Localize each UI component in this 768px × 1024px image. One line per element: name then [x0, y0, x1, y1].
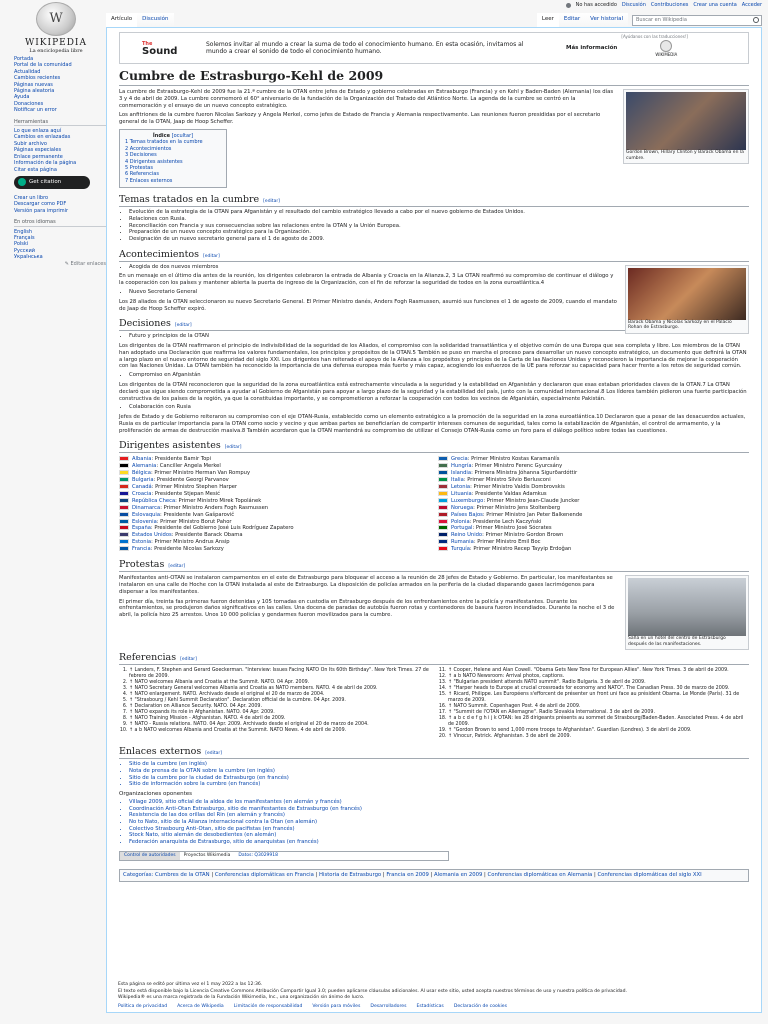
sidebar-tool-link[interactable]: Información de la página — [14, 160, 77, 167]
section-paragraph: Manifestantes anti-OTAN se instalaron campamentos en el este de Estrasburgo para bloquear el acceso a la reunión de 28 jefes de Estado y Gobierno. En particular, los manifestantes se instalaron en una calle de Hoche con la OTAN instalada al este de Estrasburgo. La disposición de policías armados en la periferia de la ciudad disparando gases lacrimógenos para dispersar a los manifestantes. — [119, 575, 613, 595]
external-links-list — [129, 761, 749, 788]
toc-item[interactable]: 5 Protestas — [125, 165, 153, 172]
leader-row — [438, 505, 749, 512]
sidebar-tool-link[interactable]: Páginas especiales — [14, 147, 62, 154]
leader-title: : Presidente Stjepan Mesić — [151, 490, 220, 497]
opponent-link[interactable]: • Federación anarquista de Estrasburgo, sitio de anarquistas (en francés) — [129, 839, 749, 846]
external-link[interactable]: • Sitio de información sobre la cumbre (en francés) — [129, 781, 749, 788]
category-link[interactable]: Alemania en 2009 — [434, 871, 483, 878]
flag-icon — [119, 456, 129, 461]
topic-item: • Designación de un nuevo secretario general para el 1 de agosto de 2009. — [129, 236, 749, 243]
reference-item: 5. ↑ "Strasbourg / Kehl Summit Declaration". Declaration official de la cumbre. 04 Apr. 2009. — [129, 698, 430, 704]
opponent-link[interactable]: • Stock Nato, sitio alemán de desobedientes (en alemán) — [129, 832, 749, 839]
references-list — [119, 668, 749, 740]
categories-box — [119, 869, 749, 882]
contributions-link[interactable]: Contribuciones — [650, 2, 689, 8]
leader-title: : Primer Ministro Emil Boc — [473, 539, 541, 546]
category-link[interactable]: Conferencias diplomáticas del siglo XXI — [597, 871, 702, 878]
leader-country[interactable]: Noruega — [451, 504, 474, 511]
leader-row — [438, 477, 749, 484]
section-paragraph: Los 28 aliados de la OTAN seleccionaron su nuevo Secretario General. El Primer Ministro danés, Anders Fogh Rasmussen, asumió sus funciones el 1 de agosto de 2009, cuando el mandato de Jaap de Hoop Scheffer expiró. — [119, 298, 617, 312]
sidebar-nav-link[interactable]: Portal de la comunidad — [14, 62, 72, 69]
sidebar-tools — [14, 119, 106, 189]
edit-links-link[interactable]: ✎ Editar enlaces — [64, 260, 106, 267]
create-account-link[interactable]: Crear una cuenta — [693, 2, 737, 8]
leader-country[interactable]: Francia — [132, 546, 151, 553]
wikipedia-logo[interactable] — [6, 2, 106, 52]
flag-icon — [119, 505, 129, 510]
authority-control — [119, 851, 449, 861]
toc-item[interactable]: 4 Dirigentes asistentes — [125, 158, 183, 165]
license-text: El texto está disponible bajo la Licencia Creative Commons Atribución Compartir Igual 3.0; pueden aplicarse cláusulas adicionales. Al usar este sitio, usted acepta nuestros términos de uso y nuestra política de privacidad. — [118, 988, 627, 994]
leader-country[interactable]: Reino Unido — [451, 532, 483, 539]
reference-item: 8. ↑ NATO Training Mission - Afghanistan. NATO. 4 de abril de 2009. — [129, 716, 430, 722]
toc-item[interactable]: 1 Temas tratados en la cumbre — [125, 139, 203, 146]
leader-title: : Primer Ministro Mirek Topolánek — [175, 497, 262, 504]
edit-section-link[interactable]: [editar] — [205, 751, 223, 757]
sidebar-language-link[interactable]: Русский — [14, 247, 35, 254]
flag-icon — [438, 470, 448, 475]
content — [106, 27, 762, 1013]
reference-item: 18. ↑ a b c d e f g h i j k OTAN: les 28 dirigeants présents au sommet de Strasbourg/Baden-Baden. Associated Press. 4 de abril de 2009. — [448, 716, 749, 728]
reference-item: 4. ↑ NATO enlargement. NATO. Archivado desde el original el 20 de marzo de 2004. — [129, 692, 430, 698]
topic-item: • Reconciliación con Francia y sus consecuencias sobre las relaciones entre la OTAN y la Unión Europea. — [129, 223, 749, 230]
section-title: Temas tratados en la cumbre — [119, 194, 260, 206]
leader-country[interactable]: Albania — [132, 456, 152, 463]
flag-icon — [119, 491, 129, 496]
sidebar-nav-link[interactable]: Donaciones — [14, 100, 44, 107]
get-citation-label: Get citation — [29, 179, 62, 186]
category-link[interactable]: Francia en 2009 — [386, 871, 429, 878]
page-tabs — [106, 13, 762, 27]
flag-icon — [119, 532, 129, 537]
leader-title: : Primer Ministro Silvio Berlusconi — [463, 477, 551, 484]
flag-icon — [119, 463, 129, 468]
edit-section-link[interactable]: [editar] — [203, 253, 220, 259]
footer-link[interactable]: Política de privacidad — [118, 1003, 168, 1009]
search-input[interactable] — [632, 15, 762, 26]
reference-item: 13. ↑ "Bulgarian president attends NATO summit". Radio Bulgaria. 3 de abril de 2009. — [448, 680, 749, 686]
sidebar-nav-link[interactable]: Actualidad — [14, 68, 41, 75]
decision-bullet: • Colaboración con Rusia — [129, 404, 749, 411]
sidebar-language-link[interactable]: Français — [14, 234, 35, 241]
wikimedia-label: WIKIMEDIA — [655, 51, 678, 57]
login-link[interactable]: Acceder — [741, 2, 762, 8]
section-heading — [119, 440, 749, 453]
section-heading — [119, 652, 749, 665]
reference-item: 3. ↑ NATO Secretary General welcomes Albania and Croatia as NATO members. NATO. 4 de abril de 2009. — [129, 686, 430, 692]
footer-link[interactable]: Acerca de Wikipedia — [177, 1003, 224, 1009]
wikimedia-logo — [651, 40, 681, 57]
obama-sarkozy-photo[interactable] — [628, 268, 746, 320]
leader-row — [119, 505, 430, 512]
reference-item: 10. ↑ a b NATO welcomes Albania and Croatia at the Summit. NATO News. 4 de abril de 2009. — [129, 728, 430, 734]
wikimedia-icon — [660, 40, 672, 52]
reference-item: 15. ↑ Ricard, Philippe. Les Européens s'efforcent de présenter un front uni face au président Obama. Le Monde (París). 31 de marzo de 2009. — [448, 692, 749, 704]
section-heading — [119, 249, 749, 262]
leader-title: : Presidente Georgi Parvanov — [153, 477, 229, 484]
reference-item: 1. ↑ Landers, F. Stephen and Gerard Goeckerman. "Interview: Issues Facing NATO On Its 60th Birthday". New York Times. 27 de febrero de 2009. — [129, 668, 430, 680]
footer-link[interactable]: Desarrolladores — [370, 1003, 407, 1009]
sound-logo-top: The — [142, 41, 153, 47]
leader-country[interactable]: Dinamarca — [132, 504, 161, 511]
leader-country[interactable]: Estados Unidos — [132, 532, 172, 539]
edit-section-link[interactable]: [editar] — [168, 564, 186, 570]
flag-icon — [438, 539, 448, 544]
leader-row — [119, 532, 430, 539]
leader-country[interactable]: Alemania — [132, 463, 157, 470]
flag-icon — [438, 498, 448, 503]
category-separator: | — [592, 871, 598, 878]
reference-item: 16. ↑ NATO Summit. Copenhagen Post. 4 de abril de 2009. — [448, 704, 749, 710]
flag-icon — [119, 484, 129, 489]
personal-tools — [566, 2, 762, 8]
flag-icon — [438, 546, 448, 551]
toc-item[interactable]: 7 Enlaces externos — [125, 177, 173, 184]
flag-icon — [438, 463, 448, 468]
reference-item: 11. ↑ Cooper, Helene and Alan Cowell. "Obama Gets New Tone for European Allies". New York Times. 3 de abril de 2009. — [448, 668, 749, 674]
leader-country[interactable]: Lituania — [451, 490, 472, 497]
leader-title: : Primer Ministro Kostas Karamanlís — [467, 456, 560, 463]
sidebar-nav-link[interactable]: Páginas nuevas — [14, 81, 53, 88]
topic-item: • Evolución de la estrategia de la OTAN para Afganistán y el resultado del cambio estratégico llevado a cabo por el nuevo gobierno de Estados Unidos. — [129, 209, 749, 216]
leader-country[interactable]: España — [132, 525, 151, 532]
leader-row — [438, 470, 749, 477]
toc-item[interactable]: 6 Referencias — [125, 171, 159, 178]
decision-bullet: • Futuro y principios de la OTAN — [129, 333, 749, 340]
reference-item: 7. ↑ NATO expands its role in Afghanistan. NATO. 04 Apr. 2009. — [129, 710, 430, 716]
leader-country[interactable]: Estonia — [132, 539, 152, 546]
tab-read[interactable]: Leer — [537, 13, 559, 27]
leader-title: : Canciller Angela Merkel — [156, 463, 221, 470]
reference-item: 17. ↑ "Summit de l'OTAN en Allemagne". Radio Slovakia International. 3 de abril de 2009. — [448, 710, 749, 716]
thumbnail-summit[interactable] — [623, 89, 749, 164]
edit-section-link[interactable]: [editar] — [180, 657, 197, 663]
flag-icon — [438, 491, 448, 496]
flag-icon — [438, 477, 448, 482]
fundraising-banner — [119, 32, 749, 64]
leader-row — [438, 498, 749, 505]
leader-country[interactable]: Hungría — [451, 463, 472, 470]
leader-country[interactable]: Canadá — [132, 484, 152, 491]
talk-link[interactable]: Discusión — [621, 2, 646, 8]
leader-row — [119, 525, 430, 532]
leader-title: : Primer Ministro Herman Van Rompuy — [150, 470, 251, 477]
sidebar-nav-link[interactable]: Página aleatoria — [14, 88, 55, 95]
search-icon[interactable] — [753, 17, 759, 23]
section-title: Dirigentes asistentes — [119, 440, 221, 452]
sidebar-print — [14, 195, 106, 214]
leader-title: : Primer Ministro Anders Fogh Rasmussen — [160, 504, 269, 511]
section-heading — [119, 746, 749, 759]
flag-icon — [438, 505, 448, 510]
tab-history[interactable]: Ver historial — [585, 13, 628, 27]
sidebar-tool-link[interactable]: Subir archivo — [14, 140, 47, 147]
event-bullet: • Nuevo Secretario General — [129, 289, 749, 296]
flag-icon — [438, 456, 448, 461]
leader-country[interactable]: Eslovenia — [132, 518, 157, 525]
reference-item: 19. ↑ "Gordon Brown to send 1,000 more troops to Afghanistan". Guardian (Londres). 3 de abril de 2009. — [448, 728, 749, 734]
leader-row — [438, 525, 749, 532]
section-paragraph: En un mensaje en el último día antes de la reunión, los dirigentes celebraron la entrada de Albania y Croacia en la Alianza.2, 3 La OTAN reafirmó su compromiso de continuar el diálogo y la cooperación con los países y mantener abierta la puerta de ingreso de la Organización, con el fin de reforzar la seguridad de todos en la zona euroatlántica.4 — [119, 273, 614, 287]
leader-title: : Primer Ministro Recep Tayyip Erdoğan — [469, 546, 572, 553]
banner-message: Solemos invitar al mundo a crear la suma de todo el conocimiento humano. En esta ocasión, invitamos al mundo a crear el sonido de todo el conocimiento humano. — [206, 41, 524, 55]
opponent-link[interactable]: • Resistencia de las dos orillas del Rin (en alemán y francés) — [129, 812, 749, 819]
flag-icon — [438, 525, 448, 530]
opponent-link[interactable]: • Village 2009, sitio oficial de la aldea de los manifestantes (en alemán y francés) — [129, 799, 749, 806]
flag-icon — [119, 512, 129, 517]
thumb-caption: Gordon Brown, Hillary Clinton y Barack Obama en la cumbre. — [626, 150, 744, 161]
page-title: Cumbre de Estrasburgo-Kehl de 2009 — [119, 68, 749, 86]
edit-section-link[interactable]: [editar] — [263, 199, 280, 205]
footer-link[interactable]: Declaración de cookies — [453, 1003, 507, 1009]
footer-link[interactable]: Estadísticas — [416, 1003, 444, 1009]
trademark-text: Wikipedia® es una marca registrada de la Fundación Wikimedia, Inc., una organización sin ánimo de lucro. — [118, 995, 365, 1000]
edit-section-link[interactable]: [editar] — [174, 323, 192, 329]
thumbnail-protest[interactable] — [625, 575, 749, 650]
leader-title: : Primer Ministro Valdis Dombrovskis — [470, 484, 565, 491]
leader-country[interactable]: Bulgaria — [132, 477, 154, 484]
leader-row — [119, 546, 430, 553]
sidebar-navigation — [14, 56, 106, 114]
reference-item: 9. ↑ NATO - Russia relations. NATO. 04 Apr. 2009. Archivado desde el original el 20 de marzo de 2004. — [129, 722, 430, 728]
leader-title: : Primer Ministro Jean-Claude Juncker — [483, 497, 580, 504]
wikimedia-projects: Proyectos Wikimedia — [183, 853, 231, 859]
sidebar-language-link[interactable]: Українська — [14, 254, 43, 261]
leader-row — [438, 484, 749, 491]
flag-icon — [119, 539, 129, 544]
reference-item: 20. ↑ Vinocur, Patrick. Afghanistan. 3 de abril de 2009. — [448, 734, 749, 740]
external-link[interactable]: • Sitio de la cumbre (en inglés) — [129, 761, 749, 768]
sidebar-nav-link[interactable]: Cambios recientes — [14, 75, 61, 82]
reference-item: 14. ↑ "Harper heads to Europe at crucial crossroads for economy and NATO". The Canadian Press. 30 de marzo de 2009. — [448, 686, 749, 692]
flag-icon — [438, 519, 448, 524]
toc-item[interactable]: 3 Decisiones — [125, 152, 157, 159]
get-citation-button[interactable] — [14, 176, 90, 189]
leader-country[interactable]: Letonia — [451, 484, 471, 491]
category-separator: | — [313, 871, 319, 878]
leader-row — [119, 484, 430, 491]
category-link[interactable]: Conferencias diplomáticas en Alemania — [487, 871, 593, 878]
section-paragraph: Jefes de Estado y de Gobierno reiteraron su compromiso con el eje OTAN-Rusia, establecido como un elemento estratégico a la promoción de la seguridad en la zona euroatlántica.10 Declararon que a pesar de las desacuerdos actuales, Rusia es de particular importancia para la OTAN como socio y vecino y que ambas partes se beneficiarían de compartir intereses comunes de seguridad, tales como la estabilización de Afganistán, el control de armamento, y la proliferación de armas de destrucción masiva.8 También acordaron que la OTAN mantendrá su compromiso de utilizar el Consejo OTAN-Rusia como un foro para el diálogo político sobre todas las cuestiones. — [119, 414, 746, 434]
logo-tagline: La enciclopedia libre — [29, 48, 83, 54]
citation-icon — [18, 178, 26, 186]
summit-photo[interactable] — [626, 92, 746, 150]
category-separator: | — [482, 871, 488, 878]
section-paragraph: Los dirigentes de la OTAN reafirmaron el principio de indivisibilidad de la seguridad de los Aliados, el compromiso con la solidaridad transatlántica y el objetivo común de una Europa que sea completa y libre. Los miembros de la OTAN han adoptado una Declaración que reafirma los valores fundamentales, los principios y propósitos de la OTAN.5 También se puso en marcha el proceso para desarrollar un nuevo concepto estratégico, un documento que definirá la OTAN a largo plazo en el nuevo entorno de seguridad del siglo XXI. Los dirigentes han reiterado el apoyo de la Alianza a los propósitos y principios de la Carta de las Naciones Unidas y reconocieron la importancia de mejorar la cooperación con las Naciones Unidas. La OTAN también ha reconocido la importancia de una defensa europea más fuerte y más capaz, acogiendo los esfuerzos de la UE para reforzar su capacidad para hacer frente a los retos de seguridad común. — [119, 343, 747, 370]
sidebar-print-link[interactable]: Versión para imprimir — [14, 207, 69, 214]
sound-logo — [120, 40, 190, 56]
leader-title: : Primer Ministro Jens Stoltenberg — [473, 504, 561, 511]
leader-title: : Presidente Valdas Adamkus — [471, 490, 547, 497]
toc-item[interactable]: 2 Acontecimientos — [125, 145, 172, 152]
footer — [118, 982, 758, 1010]
leader-row — [438, 491, 749, 498]
leader-country[interactable]: Islandia — [451, 470, 472, 477]
external-link[interactable]: • Nota de prensa de la OTAN sobre la cumbre (en inglés) — [129, 768, 749, 775]
section-paragraph: Los dirigentes de la OTAN reconocieron que la seguridad de la zona euroatlántica está estrechamente vinculada a la seguridad y la estabilidad en Afganistán y declararon que esas estaban prioridades claves de la OTAN.7 La OTAN declaró que sigue siendo comprometida a ayudar al Gobierno de Afganistán para apoyar a largo plazo de la seguridad y la estabilidad del país, junto con la comunidad internacional.8 Los líderes también pidieron una fuerte participación constructiva de los países de la región, ya que la constituidas importante, y se comprometieron a reforzar la cooperación con todos los vecinos de Afganistán, especialmente Pakistán. — [119, 381, 747, 402]
opponents-list — [129, 799, 749, 846]
edit-links-label: Editar enlaces — [70, 260, 106, 267]
sidebar-nav-link[interactable]: Portada — [14, 56, 34, 62]
leader-country[interactable]: Turquía — [451, 546, 470, 553]
sidebar — [14, 56, 106, 272]
external-link[interactable]: • Sitio de la cumbre por la ciudad de Estrasburgo (en francés) — [129, 775, 749, 782]
thumb-caption: Barack Obama y Nicolas Sarkozy en el Palacio Rohan de Estrasburgo. — [628, 319, 732, 331]
globe-icon: W — [36, 2, 76, 36]
flag-icon — [438, 512, 448, 517]
thumb-caption: Saña en un hotel del centro de Estrasburgo después de las manifestaciones. — [628, 636, 726, 647]
topic-item: • Preparación de un nuevo concepto estratégico para la Organización. — [129, 229, 749, 236]
leader-row — [119, 470, 430, 477]
leader-title: : Primer Ministro Borut Pahor — [156, 518, 232, 525]
leader-title: : Presidente Barack Obama — [171, 532, 243, 539]
sidebar-nav-link[interactable]: Notificar un error — [14, 107, 57, 114]
leader-country[interactable]: Polonia — [451, 518, 470, 525]
opponent-link[interactable]: • Colectivo Strasbourg Anti-Otan, sitio de pacifistas (en francés) — [129, 826, 749, 833]
category-link[interactable]: Historia de Estrasburgo — [318, 871, 382, 878]
leader-country[interactable]: Bélgica — [132, 470, 151, 477]
tab-discussion[interactable]: Discusión — [137, 13, 173, 27]
sidebar-tool-link[interactable]: Enlace permanente — [14, 153, 63, 160]
footer-link[interactable]: Limitación de responsabilidad — [233, 1003, 303, 1009]
topics-list — [129, 209, 749, 243]
topic-item: • Relaciones con Rusia. — [129, 216, 749, 223]
leader-country[interactable]: Portugal — [451, 525, 473, 532]
leader-row — [438, 532, 749, 539]
flag-icon — [119, 546, 129, 551]
flag-icon — [438, 484, 448, 489]
event-bullet: • Acogida de dos nuevos miembros — [129, 264, 749, 271]
section-title: Referencias — [119, 652, 177, 664]
banner-more-button[interactable]: Más información — [566, 45, 618, 51]
intro-paragraph: La cumbre de Estrasburgo-Kehl de 2009 fue la 21.ª cumbre de la OTAN entre jefes de Estado y gobierno celebradas en Estrasburgo (Francia) y en Kehl y Baden-Baden (Alemania) los días 3 y 4 de abril de 2009. La cumbre conmemoró el 60° aniversario de la fundación de la Organización del Tratado del Atlántico Norte. La agenda de la cumbre se centró en la conmemoración y el ensayo de un nuevo concepto estratégico. — [119, 89, 614, 109]
leader-country[interactable]: República Checa — [132, 497, 176, 504]
toc-hide-toggle[interactable]: [ocultar] — [171, 132, 194, 139]
leader-country[interactable]: Croacia — [132, 490, 152, 497]
opponents-title: Organizaciones oponentes — [119, 790, 193, 797]
user-icon — [566, 3, 571, 8]
decision-bullet: • Compromiso en Afganistán — [129, 372, 749, 379]
table-of-contents — [119, 129, 227, 188]
leader-country[interactable]: Eslovaquia — [132, 511, 161, 518]
section-title: Decisiones — [119, 318, 171, 330]
intro-paragraph: Los anfitriones de la cumbre fueron Nicolas Sarkozy y Angela Merkel, como jefes de Estado de Francia y Alemania respectivamente. Las reuniones fueron presididas por el secretario general de la OTAN, Jaap de Hoop Scheffer. — [119, 112, 601, 126]
section-heading — [119, 194, 749, 207]
leader-title: : Primer Ministro José Sócrates — [472, 525, 552, 532]
not-logged-in: No has accedido — [575, 2, 617, 8]
leader-row — [119, 498, 430, 505]
category-separator: | — [428, 871, 435, 878]
leader-row — [119, 491, 430, 498]
sidebar-tool-link[interactable]: Citar esta página — [14, 166, 57, 173]
tab-edit[interactable]: Editar — [559, 13, 585, 27]
sidebar-tools-title: Herramientas — [14, 119, 106, 126]
opponent-link[interactable]: • Coordinación Anti-Otan Estrasburgo, sitio de manifestantes de Estrasburgo (en francés) — [129, 806, 749, 813]
tab-article[interactable]: Artículo — [106, 13, 137, 27]
leader-title: : Primera Ministra Jóhanna Sigurðardóttir — [471, 470, 578, 477]
logo-wordmark: WIKIPEDIA — [25, 38, 87, 48]
leader-title: : Primer Ministro Gordon Brown — [482, 532, 564, 539]
sidebar-language-link[interactable]: Polski — [14, 241, 29, 248]
search-placeholder: Buscar en Wikipedia — [636, 17, 687, 23]
wikidata-link[interactable]: Datos: Q3029918 — [238, 853, 279, 859]
leader-country[interactable]: Italia — [451, 477, 464, 484]
leader-row — [119, 456, 430, 463]
reference-item: 12. ↑ a b NATO Newsroom: Arrival photos, captions. — [448, 674, 749, 680]
sidebar-languages — [14, 219, 106, 267]
category-link[interactable]: Conferencias diplomáticas en Francia — [214, 871, 314, 878]
flag-icon — [119, 470, 129, 475]
flag-icon — [119, 477, 129, 482]
sidebar-language-link[interactable]: English — [14, 228, 33, 235]
leader-country[interactable]: Luxemburgo — [451, 497, 484, 504]
sidebar-tool-link[interactable]: Lo que enlaza aquí — [14, 128, 62, 135]
leader-row — [438, 546, 749, 553]
categories-label[interactable]: Categorías: — [123, 871, 154, 878]
sidebar-languages-title: En otros idiomas — [14, 219, 106, 226]
footer-link[interactable]: Versión para móviles — [312, 1003, 361, 1009]
sidebar-print-link[interactable]: Crear un libro — [14, 194, 49, 201]
leader-country[interactable]: Rumania — [451, 539, 474, 546]
flag-icon — [119, 498, 129, 503]
sound-logo-main: Sound — [142, 46, 178, 57]
authority-label[interactable]: Control de autoridades — [120, 852, 180, 860]
leader-title: : Primer Ministro Jan Peter Balkenende — [482, 511, 583, 518]
section-title: Acontecimientos — [119, 248, 200, 260]
sidebar-print-link[interactable]: Descargar como PDF — [14, 201, 67, 208]
leader-country[interactable]: Grecia — [451, 456, 468, 463]
section-title: Protestas — [119, 559, 165, 571]
opponent-link[interactable]: • No to Nato, sitio de la Alianza internacional contra la Otan (en alemán) — [129, 819, 749, 826]
leader-title: : Presidente Lech Kaczyński — [469, 518, 542, 525]
section-title: Enlaces externos — [119, 746, 202, 758]
leader-row — [119, 512, 430, 519]
leader-title: : Primer Ministro Ferenc Gyurcsány — [471, 463, 563, 470]
leader-title: : Presidente del Gobierno José Luis Rodríguez Zapatero — [150, 525, 294, 532]
edit-section-link[interactable]: [editar] — [224, 445, 242, 451]
reference-item: 2. ↑ NATO welcomes Albania and Croatia at the Summit. NATO. 04 Apr. 2009. — [129, 680, 430, 686]
section-paragraph: El primer día, treinta fas primeras fueron detenidas y 105 tomadas en custodia en Estrasburgo después de los enfrentamientos entre la policía y manifestantes. Durante los enfrentamientos, se produjeron daños significativos en las calles. Una docena de paradas de autobús fueron rotas y contenedores de basura fueron incendiados. Durante la noche el 3 de abril, la policía hizo 25 arrestos. Unos 10 000 policías y gendarmes fueron movilizados para la cumbre. — [119, 598, 615, 619]
reference-item: 6. ↑ Declaration on Alliance Security. NATO. 04 Apr. 2009. — [129, 704, 430, 710]
flag-icon — [438, 532, 448, 537]
leader-country[interactable]: Países Bajos — [451, 511, 483, 518]
protest-photo[interactable] — [628, 578, 746, 636]
leader-title: : Primer Ministro Andrus Ansip — [151, 539, 230, 546]
leader-title: : Presidente Nicolas Sarkozy — [150, 546, 224, 553]
banner-translate-link[interactable]: [Ayúdanos con las traducciones!] — [621, 34, 688, 39]
category-separator: | — [209, 871, 215, 878]
leader-title: : Primer Ministro Stephen Harper — [151, 484, 238, 491]
section-heading — [119, 559, 749, 572]
leader-title: : Presidente Ivan Gašparovič — [160, 511, 235, 518]
toc-title-label: Índice — [152, 132, 170, 139]
leaders-list — [119, 456, 749, 553]
leader-row — [119, 477, 430, 484]
category-link[interactable]: Cumbres de la OTAN — [155, 871, 210, 878]
last-edited: Esta página se editó por última vez el 1 may 2022 a las 12:36. — [118, 982, 263, 987]
leader-title: : Presidente Bamir Topi — [151, 456, 212, 463]
thumbnail-obama-sarkozy[interactable] — [625, 265, 749, 334]
flag-icon — [119, 519, 129, 524]
leader-row — [438, 512, 749, 519]
sidebar-nav-link[interactable]: Ayuda — [14, 94, 30, 101]
flag-icon — [119, 525, 129, 530]
leader-row — [119, 539, 430, 546]
sidebar-tool-link[interactable]: Cambios en enlazadas — [14, 134, 71, 141]
category-separator: | — [381, 871, 387, 878]
